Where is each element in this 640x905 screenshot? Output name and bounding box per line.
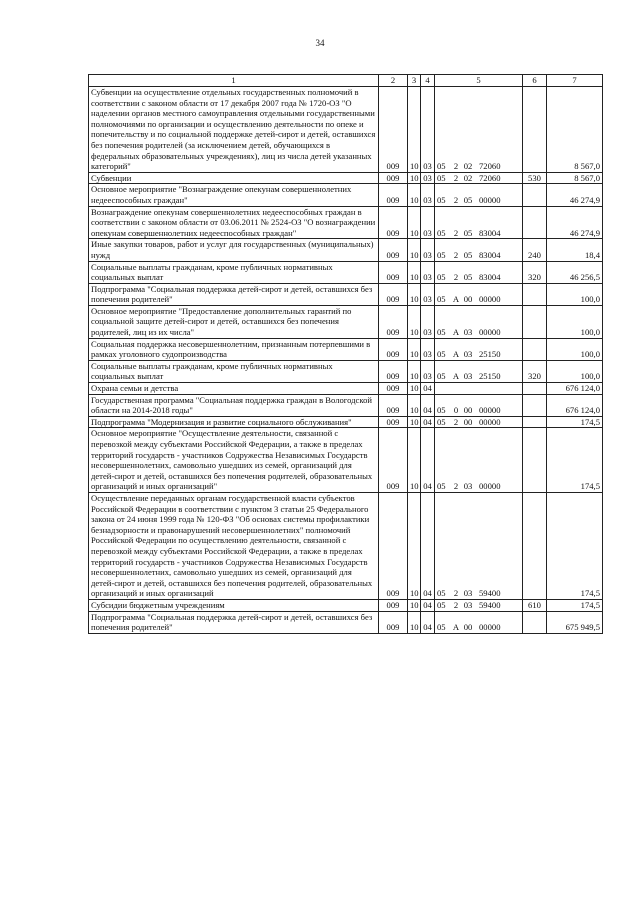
row-amount: 174,5 — [547, 428, 603, 493]
row-section: 10 — [408, 87, 421, 173]
row-amount: 100,0 — [547, 305, 603, 338]
row-target-article: 05 2 03 59400 — [435, 492, 523, 599]
row-expense-type — [523, 428, 547, 493]
row-expense-type: 610 — [523, 599, 547, 611]
row-expense-type — [523, 394, 547, 416]
row-subsection: 03 — [421, 87, 435, 173]
row-name: Иные закупки товаров, работ и услуг для государственных (муниципальных) нужд — [89, 239, 379, 261]
row-code: 009 — [379, 206, 408, 239]
row-code: 009 — [379, 428, 408, 493]
row-section: 10 — [408, 360, 421, 382]
budget-table — [88, 74, 603, 634]
table-row — [89, 383, 603, 395]
row-expense-type — [523, 206, 547, 239]
row-target-article: 05 А 00 00000 — [435, 611, 523, 633]
row-amount: 174,5 — [547, 416, 603, 428]
row-expense-type — [523, 611, 547, 633]
row-subsection: 03 — [421, 184, 435, 206]
table-row — [89, 338, 603, 360]
row-subsection: 03 — [421, 172, 435, 184]
table-row — [89, 360, 603, 382]
row-name: Основное мероприятие "Вознаграждение опекунам совершеннолетних недееспособных граждан" — [89, 184, 379, 206]
header-row — [89, 75, 603, 87]
table-row — [89, 184, 603, 206]
row-name: Основное мероприятие "Осуществление деятельности, связанной с перевозкой между субъектами Российской Федерации, а также в пределах территорий государств - участников Содружества Независимых Государств несовершеннолетних, самовольно ушедших из семей, организаций для детей-сирот и детей, оставшихся без попечения родителей, образовательных организаций и иных организаций" — [89, 428, 379, 493]
row-expense-type: 240 — [523, 239, 547, 261]
row-subsection: 03 — [421, 360, 435, 382]
row-name: Социальные выплаты гражданам, кроме публичных нормативных социальных выплат — [89, 360, 379, 382]
row-name: Вознаграждение опекунам совершеннолетних недееспособных граждан в соответствии с законом области от 03.06.2011 № 2524-ОЗ "О вознаграждении опекунам совершеннолетних недееспособных граждан" — [89, 206, 379, 239]
row-amount: 46 274,9 — [547, 206, 603, 239]
row-target-article: 05 А 03 25150 — [435, 338, 523, 360]
row-expense-type — [523, 305, 547, 338]
row-target-article — [435, 383, 523, 395]
row-expense-type — [523, 492, 547, 599]
header-col-2: 2 — [379, 75, 408, 87]
header-col-3: 3 — [408, 75, 421, 87]
table-row — [89, 416, 603, 428]
row-code: 009 — [379, 87, 408, 173]
row-amount: 100,0 — [547, 338, 603, 360]
row-section: 10 — [408, 206, 421, 239]
row-subsection: 03 — [421, 261, 435, 283]
row-subsection: 03 — [421, 305, 435, 338]
table-row — [89, 428, 603, 493]
row-amount: 174,5 — [547, 599, 603, 611]
row-target-article: 05 2 03 59400 — [435, 599, 523, 611]
row-target-article: 05 2 02 72060 — [435, 87, 523, 173]
row-expense-type — [523, 184, 547, 206]
row-amount: 18,4 — [547, 239, 603, 261]
row-amount: 676 124,0 — [547, 394, 603, 416]
table-row — [89, 394, 603, 416]
row-expense-type — [523, 338, 547, 360]
row-section: 10 — [408, 338, 421, 360]
row-amount: 100,0 — [547, 283, 603, 305]
row-expense-type — [523, 87, 547, 173]
row-amount: 174,5 — [547, 492, 603, 599]
row-target-article: 05 А 00 00000 — [435, 283, 523, 305]
row-code: 009 — [379, 416, 408, 428]
row-subsection: 03 — [421, 338, 435, 360]
row-code: 009 — [379, 360, 408, 382]
row-subsection: 04 — [421, 492, 435, 599]
row-target-article: 05 2 05 83004 — [435, 261, 523, 283]
row-target-article: 05 0 00 00000 — [435, 394, 523, 416]
row-section: 10 — [408, 611, 421, 633]
row-target-article: 05 2 05 00000 — [435, 184, 523, 206]
row-section: 10 — [408, 428, 421, 493]
row-code: 009 — [379, 394, 408, 416]
row-section: 10 — [408, 239, 421, 261]
row-code: 009 — [379, 184, 408, 206]
row-name: Подпрограмма "Социальная поддержка детей-сирот и детей, оставшихся без попечения родителей" — [89, 611, 379, 633]
table-row — [89, 611, 603, 633]
table-row — [89, 87, 603, 173]
row-code: 009 — [379, 338, 408, 360]
row-subsection: 04 — [421, 428, 435, 493]
row-expense-type: 320 — [523, 360, 547, 382]
row-subsection: 03 — [421, 206, 435, 239]
row-section: 10 — [408, 416, 421, 428]
table-row — [89, 261, 603, 283]
row-name: Социальная поддержка несовершеннолетним, признанным потерпевшими в рамках уголовного судопроизводства — [89, 338, 379, 360]
table-row — [89, 206, 603, 239]
row-amount: 46 274,9 — [547, 184, 603, 206]
row-amount: 676 124,0 — [547, 383, 603, 395]
row-expense-type: 320 — [523, 261, 547, 283]
row-target-article: 05 2 02 72060 — [435, 172, 523, 184]
row-target-article: 05 2 00 00000 — [435, 416, 523, 428]
row-subsection: 04 — [421, 394, 435, 416]
row-section: 10 — [408, 261, 421, 283]
row-code: 009 — [379, 172, 408, 184]
row-section: 10 — [408, 184, 421, 206]
row-name: Субсидии бюджетным учреждениям — [89, 599, 379, 611]
header-col-4: 4 — [421, 75, 435, 87]
row-expense-type — [523, 416, 547, 428]
row-subsection: 04 — [421, 416, 435, 428]
page-number: 34 — [315, 38, 325, 48]
row-subsection: 04 — [421, 599, 435, 611]
row-target-article: 05 2 05 83004 — [435, 206, 523, 239]
table-row — [89, 283, 603, 305]
row-name: Субвенции на осуществление отдельных государственных полномочий в соответствии с законом области от 17 декабря 2007 года № 1720-ОЗ "О наделении органов местного самоуправления отдельными государственными полномочиями по организации и осуществлению деятельности по опеке и попечительству и по социальной поддержке детей-сирот и детей, оставшихся без попечения родителей (за исключением детей, обучающихся в федеральных образовательных учреждениях), лиц из числа детей указанных категорий" — [89, 87, 379, 173]
header-col-5: 5 — [435, 75, 523, 87]
row-amount: 8 567,0 — [547, 172, 603, 184]
row-code: 009 — [379, 611, 408, 633]
row-name: Охрана семьи и детства — [89, 383, 379, 395]
row-code: 009 — [379, 599, 408, 611]
row-expense-type — [523, 383, 547, 395]
row-name: Субвенции — [89, 172, 379, 184]
row-section: 10 — [408, 283, 421, 305]
table-row — [89, 239, 603, 261]
row-section: 10 — [408, 305, 421, 338]
row-expense-type: 530 — [523, 172, 547, 184]
row-code: 009 — [379, 383, 408, 395]
header-col-6: 6 — [523, 75, 547, 87]
row-code: 009 — [379, 492, 408, 599]
row-amount: 46 256,5 — [547, 261, 603, 283]
row-expense-type — [523, 283, 547, 305]
row-section: 10 — [408, 394, 421, 416]
row-section: 10 — [408, 599, 421, 611]
row-code: 009 — [379, 261, 408, 283]
table-row — [89, 305, 603, 338]
row-code: 009 — [379, 239, 408, 261]
table-row — [89, 172, 603, 184]
row-target-article: 05 2 05 83004 — [435, 239, 523, 261]
table-row — [89, 492, 603, 599]
row-name: Социальные выплаты гражданам, кроме публичных нормативных социальных выплат — [89, 261, 379, 283]
row-code: 009 — [379, 283, 408, 305]
table-row — [89, 599, 603, 611]
row-section: 10 — [408, 383, 421, 395]
row-subsection: 03 — [421, 283, 435, 305]
row-amount: 100,0 — [547, 360, 603, 382]
row-section: 10 — [408, 492, 421, 599]
row-name: Основное мероприятие "Предоставление дополнительных гарантий по социальной защите детей-сирот и детей, оставшихся без попечения родителей, лиц из их числа" — [89, 305, 379, 338]
row-section: 10 — [408, 172, 421, 184]
row-name: Осуществление переданных органам государственной власти субъектов Российской Федерации в соответствии с пунктом 3 статьи 25 Федерального закона от 24 июня 1999 года № 120-ФЗ "Об основах системы профилактики безнадзорности и правонарушений несовершеннолетних" полномочий Российской Федерации по осуществлению деятельности, связанной с перевозкой между субъектами Российской Федерации, а также в пределах территорий государств - участников Содружества Независимых Государств несовершеннолетних, самовольно ушедших из семей, организаций для детей-сирот и детей, оставшихся без попечения родителей, образовательных организаций и иных организаций — [89, 492, 379, 599]
row-name: Подпрограмма "Социальная поддержка детей-сирот и детей, оставшихся без попечения родителей" — [89, 283, 379, 305]
row-amount: 675 949,5 — [547, 611, 603, 633]
row-target-article: 05 А 03 25150 — [435, 360, 523, 382]
row-name: Подпрограмма "Модернизация и развитие социального обслуживания" — [89, 416, 379, 428]
row-subsection: 04 — [421, 383, 435, 395]
row-code: 009 — [379, 305, 408, 338]
header-col-1: 1 — [89, 75, 379, 87]
row-amount: 8 567,0 — [547, 87, 603, 173]
row-subsection: 04 — [421, 611, 435, 633]
header-col-7: 7 — [547, 75, 603, 87]
row-subsection: 03 — [421, 239, 435, 261]
row-name: Государственная программа "Социальная поддержка граждан в Вологодской области на 2014-2018 годы" — [89, 394, 379, 416]
row-target-article: 05 А 03 00000 — [435, 305, 523, 338]
row-target-article: 05 2 03 00000 — [435, 428, 523, 493]
